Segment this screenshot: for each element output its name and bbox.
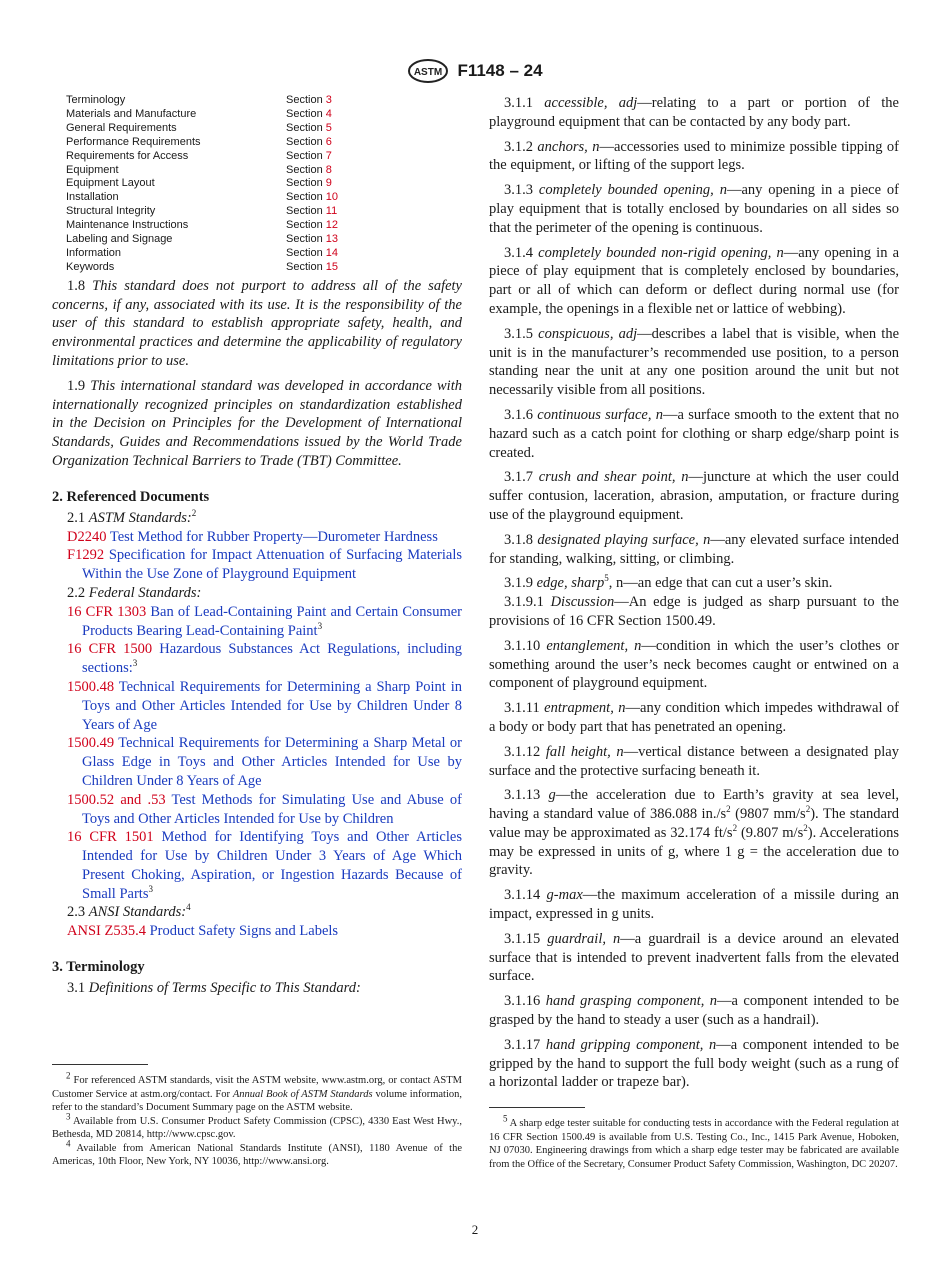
toc-row: [66, 94, 462, 108]
page-number: 2: [471, 1222, 479, 1237]
ref-16cfr1303[interactable]: 16 CFR 1303 Ban of Lead-Containing Paint and Certain Consumer Products Bearing Lead-Containing Paint$^3$: [67, 603, 462, 639]
definition-3-1-2: 3.1.2 anchors, n—accessories used to minimize possible tipping of the equipment, or lifting of the support legs.: [489, 138, 900, 174]
toc-entry-section[interactable]: Section 6: [286, 135, 332, 148]
toc-row: [66, 191, 462, 205]
table-of-contents: [66, 94, 462, 275]
paragraph-1-9: 1.9 This international standard was developed in accordance with internationally recognized principles on standardization established in the Decision on Principles for the Development of International Standards, Guides and Recommendations issued by the World Trade Organization Technical Barriers to Trade (TBT) Committee.: [52, 377, 462, 469]
definition-3-1-13: 3.1.13 g—the acceleration due to Earth’s gravity at sea level, having a standard value of 386.088 $in./s^2$ (9807 $mm/s^2$). The standard value may be approximated as 32.174 $ft/s^2$ (9.807 $m/s^2$). Accelerations may be expressed in units of g, where 1 g = the acceleration due to gravity.: [489, 787, 900, 879]
definition-3-1-17: 3.1.17 hand gripping component, n—a component intended to be gripped by the hand to support the full body weight (such as a rung of a horizontal ladder or trapeze bar).: [489, 1036, 900, 1091]
toc-entry-name: Equipment: [66, 163, 119, 176]
toc-row: [66, 136, 462, 150]
toc-entry-section[interactable]: Section 15: [286, 260, 339, 273]
toc-entry-name: Information: [66, 246, 122, 259]
toc-row: [66, 219, 462, 233]
definition-3-1-1: 3.1.1 accessible, adj—relating to a part or portion of the playground equipment that can be contacted by any body part.: [489, 95, 899, 130]
ref-ansi-z535[interactable]: ANSI Z535.4 Product Safety Signs and Labels: [67, 923, 339, 940]
definition-3-1-4: 3.1.4 completely bounded non-rigid opening, n—any opening in a piece of play equipment that is completely enclosed by boundaries, part or all of which can deform or deflect during normal use (for example, the openings in a flexible net or lattice of webbing).: [489, 244, 900, 317]
toc-entry-section[interactable]: Section 11: [286, 205, 338, 218]
definition-3-1-10: 3.1.10 entanglement, n—condition in which the user’s clothes or something around the user’s neck becomes caught or entwined on a component of playground equipment.: [489, 637, 900, 692]
definition-3-1-3: 3.1.3 completely bounded opening, n—any opening in a piece of play equipment that is totally enclosed by boundaries on all sides so that the perimeter of the opening is continuous.: [489, 182, 900, 236]
toc-entry-section[interactable]: Section 4: [286, 107, 332, 120]
toc-entry-section[interactable]: Section 14: [286, 246, 339, 259]
toc-entry-section[interactable]: Section 9: [286, 177, 332, 190]
definition-3-1-7: 3.1.7 crush and shear point, n—juncture at which the user could suffer contusion, laceration, abrasion, amputation, or fracture during use of the playground equipment.: [489, 469, 900, 523]
toc-row: [66, 108, 462, 122]
toc-entry-section[interactable]: Section 13: [286, 233, 339, 246]
left-footnotes: [52, 1064, 462, 1169]
toc-row: [66, 177, 462, 191]
section-2-heading: 2. Referenced Documents: [52, 488, 210, 505]
footnote-3: $^3$ Available from U.S. Consumer Product Safety Commission (CPSC), 4330 East West Hwy., Bethesda, MD 20814, http://www.cpsc.gov.: [52, 1111, 462, 1140]
definition-3-1-5: 3.1.5 conspicuous, adj—describes a label that is visible, when the unit is in the manufacturer’s recommended use position, to a person standing near the unit at any one position around the unit but not necessarily visible from all positions.: [489, 325, 899, 399]
ref-f1292[interactable]: F1292 Specification for Impact Attenuation of Surfacing Materials Within the Use Zone of Playground Equipment: [67, 547, 463, 583]
right-column: [489, 94, 899, 1098]
definition-3-1-8: 3.1.8 designated playing surface, n—any elevated surface intended for standing, walking, sitting, or climbing.: [489, 531, 899, 567]
toc-entry-name: Requirements for Access: [66, 149, 189, 162]
toc-row: [66, 150, 462, 164]
toc-entry-name: Equipment Layout: [66, 177, 155, 190]
footnote-rule: [52, 1064, 148, 1065]
toc-entry-name: Structural Integrity: [66, 205, 156, 218]
toc-entry-section[interactable]: Section 3: [286, 94, 332, 106]
toc-row: [66, 164, 462, 178]
definition-3-1-11: 3.1.11 entrapment, n—any condition which impedes withdrawal of a body or body part that has penetrated an opening.: [489, 700, 900, 735]
toc-entry-section[interactable]: Section 5: [286, 121, 332, 134]
toc-entry-name: Keywords: [66, 260, 115, 273]
toc-row: [66, 205, 462, 219]
toc-entry-section[interactable]: Section 10: [286, 191, 339, 204]
page-header: [0, 58, 950, 84]
document-id: F1148 – 24: [457, 61, 543, 80]
definition-3-1-6: 3.1.6 continuous surface, n—a surface smooth to the extent that no hazard such as a catch point for clothing or sharp edge/sharp point is created.: [489, 406, 899, 461]
left-column: [52, 94, 462, 998]
discussion-3-1-9-1: 3.1.9.1 Discussion—An edge is judged as sharp pursuant to the provisions of 16 CFR Section 1500.49.: [489, 594, 899, 629]
definition-3-1-14: 3.1.14 g-max—the maximum acceleration of a missile during an impact, expressed in g units.: [489, 887, 900, 923]
section-3-heading: 3. Terminology: [52, 959, 145, 976]
footnote-rule: [489, 1107, 585, 1108]
paragraph-1-8: 1.8 This standard does not purport to address all of the safety concerns, if any, associated with its use. It is the responsibility of the user of this standard to establish appropriate safety, health, and environmental practices and determine the applicability of regulatory limitations prior to use.: [52, 277, 462, 369]
toc-row: [66, 261, 462, 275]
definition-3-1-16: 3.1.16 hand grasping component, n—a component intended to be grasped by the hand to steady a user (such as a handrail).: [489, 993, 900, 1029]
toc-entry-name: Terminology: [66, 94, 126, 106]
toc-entry-name: Performance Requirements: [66, 135, 201, 148]
ref-d2240[interactable]: D2240 Test Method for Rubber Property—Durometer Hardness: [67, 528, 438, 545]
subsection-2-2: 2.2 Federal Standards:: [67, 584, 202, 601]
toc-entry-name: Installation: [66, 191, 119, 204]
footnote-4: $^4$ Available from American National Standards Institute (ANSI), 1180 Avenue of the Americas, 10th Floor, New York, NY 10036, http://www.ansi.org.: [52, 1138, 463, 1167]
toc-entry-section[interactable]: Section 12: [286, 219, 339, 232]
footnote-2: $^2$ For referenced ASTM standards, visit the ASTM website, www.astm.org, or contact ASTM Customer Service at astm.org/contact. For Annual Book of ASTM Standards volume information, refer to the standard’s Document Summary page on the ASTM website.: [52, 1070, 462, 1113]
right-footnotes: [489, 1107, 899, 1171]
ref-16cfr1501[interactable]: 16 CFR 1501 Method for Identifying Toys and Other Articles Intended for Use by Children Under 3 Years of Age Which Present Choking, Aspiration, or Ingestion Hazards Because of Small Parts$^3$: [67, 829, 462, 902]
subsection-2-3: 2.3 ANSI Standards:$^4$: [67, 902, 191, 921]
ref-16cfr1500[interactable]: 16 CFR 1500 Hazardous Substances Act Regulations, including sections:$^3$: [67, 641, 462, 677]
toc-entry-name: General Requirements: [66, 121, 177, 134]
toc-entry-name: Materials and Manufacture: [66, 107, 197, 120]
definition-3-1-9: 3.1.9 edge, sharp$^5$, n—an edge that can cut a user’s skin.: [504, 573, 833, 592]
astm-logo-icon: [407, 58, 449, 84]
definition-3-1-15: 3.1.15 guardrail, n—a guardrail is a device around an elevated surface that is intended to prevent inadvertent falls from the elevated surface.: [489, 930, 899, 985]
ref-1500-49[interactable]: 1500.49 Technical Requirements for Determining a Sharp Metal or Glass Edge in Toys and Other Articles Intended for Use by Children Under 8 Years of Age: [67, 735, 462, 789]
ref-1500-52[interactable]: 1500.52 and .53 Test Methods for Simulating Use and Abuse of Toys and Other Articles Intended for Use by Children: [67, 791, 462, 827]
svg-text:ASTM: ASTM: [414, 67, 443, 78]
toc-row: [66, 247, 462, 261]
toc-entry-name: Labeling and Signage: [66, 233, 173, 246]
subsection-2-1: 2.1 ASTM Standards:$^2$: [67, 507, 197, 526]
toc-row: [66, 233, 462, 247]
toc-row: [66, 122, 462, 136]
toc-entry-name: Maintenance Instructions: [66, 219, 189, 232]
toc-entry-section[interactable]: Section 8: [286, 163, 332, 176]
subsection-3-1: 3.1 Definitions of Terms Specific to This Standard:: [67, 980, 361, 997]
footnote-5: $^5$ A sharp edge tester suitable for conducting tests in accordance with the Federal regulation at 16 CFR Section 1500.49 is available from U.S. Testing Co., Inc., 1415 Park Avenue, Hoboken, NJ 07030. Engineering drawings from which a sharp edge tester may be fabricated are available from the Office of the Secretary, Consumer Product Safety Commission, Washington, DC 20207.: [489, 1113, 899, 1170]
definition-3-1-12: 3.1.12 fall height, n—vertical distance between a designated play surface and the protective surfacing beneath it.: [489, 743, 899, 779]
toc-entry-section[interactable]: Section 7: [286, 149, 332, 162]
ref-1500-48[interactable]: 1500.48 Technical Requirements for Determining a Sharp Point in Toys and Other Articles Intended for Use by Children Under 8 Years of Age: [67, 678, 462, 733]
